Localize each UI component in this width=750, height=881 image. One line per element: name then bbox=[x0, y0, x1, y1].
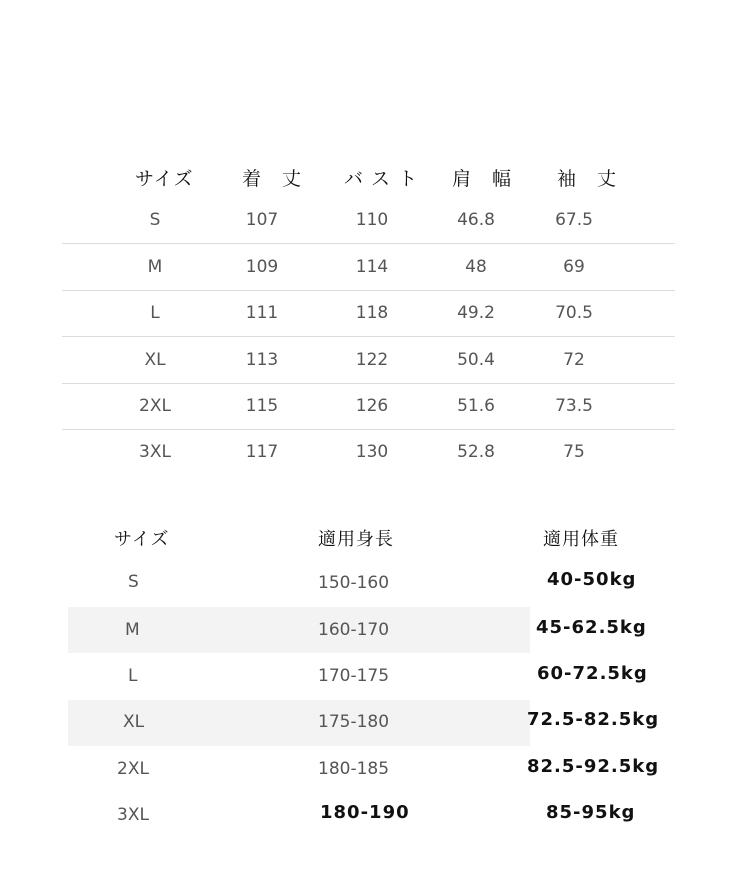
table-row-cell: 49.2 bbox=[457, 303, 495, 323]
row-divider bbox=[62, 429, 675, 430]
header-height: 適用身長 bbox=[318, 529, 394, 550]
header-size: サイズ bbox=[135, 168, 194, 190]
table-row-cell: S bbox=[149, 210, 161, 230]
table-row-cell: 115 bbox=[245, 396, 279, 416]
table-row-cell: 75 bbox=[563, 442, 585, 462]
header-size: サイズ bbox=[114, 529, 170, 550]
table-row-cell: 150-160 bbox=[318, 573, 390, 593]
table-row-cell: 126 bbox=[355, 396, 389, 416]
table-row-cell: 175-180 bbox=[318, 712, 390, 732]
table-row-cell: 107 bbox=[245, 210, 279, 230]
table-row-cell: 50.4 bbox=[457, 350, 495, 370]
table-row-cell: 46.8 bbox=[457, 210, 495, 230]
table-row-cell: 85-95kg bbox=[546, 802, 636, 823]
table-row-cell: 69 bbox=[563, 257, 585, 277]
table-row-cell: 114 bbox=[355, 257, 389, 277]
table-row-cell: L bbox=[128, 666, 138, 686]
table-row-cell: 180-190 bbox=[320, 802, 410, 823]
table-row-cell: 180-185 bbox=[318, 759, 390, 779]
table-row-cell: 51.6 bbox=[457, 396, 495, 416]
table-row-cell: 170-175 bbox=[318, 666, 390, 686]
table-row-cell: 2XL bbox=[139, 396, 171, 416]
table-row-cell: 60-72.5kg bbox=[537, 663, 648, 684]
table-row-cell: 52.8 bbox=[457, 442, 495, 462]
table-row-cell: 45-62.5kg bbox=[536, 617, 647, 638]
table-row-cell: 130 bbox=[355, 442, 389, 462]
table-row-cell: 72 bbox=[563, 350, 585, 370]
table-row-cell: M bbox=[125, 620, 140, 640]
header-shoulder: 肩 幅 bbox=[452, 168, 513, 190]
table-row-cell: 48 bbox=[465, 257, 487, 277]
row-divider bbox=[62, 290, 675, 291]
row-divider bbox=[62, 383, 675, 384]
row-divider bbox=[62, 243, 675, 244]
table-row-cell: 73.5 bbox=[555, 396, 593, 416]
table-row-cell: 2XL bbox=[117, 759, 149, 779]
table-row-cell: 67.5 bbox=[555, 210, 593, 230]
header-sleeve: 袖 丈 bbox=[557, 168, 618, 190]
table-row-cell: 113 bbox=[245, 350, 279, 370]
table-row-cell: M bbox=[147, 257, 163, 277]
table-row-cell: 122 bbox=[355, 350, 389, 370]
table-row-cell: 3XL bbox=[117, 805, 149, 825]
table-row-cell: 70.5 bbox=[555, 303, 593, 323]
table-row-cell: 3XL bbox=[139, 442, 171, 462]
row-divider bbox=[62, 336, 675, 337]
table-row-cell: 110 bbox=[355, 210, 389, 230]
table-row-cell: 109 bbox=[245, 257, 279, 277]
table-row-cell: XL bbox=[144, 350, 166, 370]
table-row-cell: 160-170 bbox=[318, 620, 390, 640]
table-row-cell: 111 bbox=[245, 303, 279, 323]
header-length: 着 丈 bbox=[242, 168, 303, 190]
table-row-cell: 118 bbox=[355, 303, 389, 323]
header-weight: 適用体重 bbox=[543, 529, 619, 550]
table-row-cell: S bbox=[128, 572, 139, 592]
header-bust: バ ス ト bbox=[344, 168, 419, 190]
table-row-cell: 82.5-92.5kg bbox=[527, 756, 660, 777]
table-row-cell: 40-50kg bbox=[547, 569, 637, 590]
table-row-cell: XL bbox=[123, 712, 145, 732]
table-row-cell: 117 bbox=[245, 442, 279, 462]
table-row-cell: L bbox=[150, 303, 160, 323]
table-row-cell: 72.5-82.5kg bbox=[527, 709, 660, 730]
